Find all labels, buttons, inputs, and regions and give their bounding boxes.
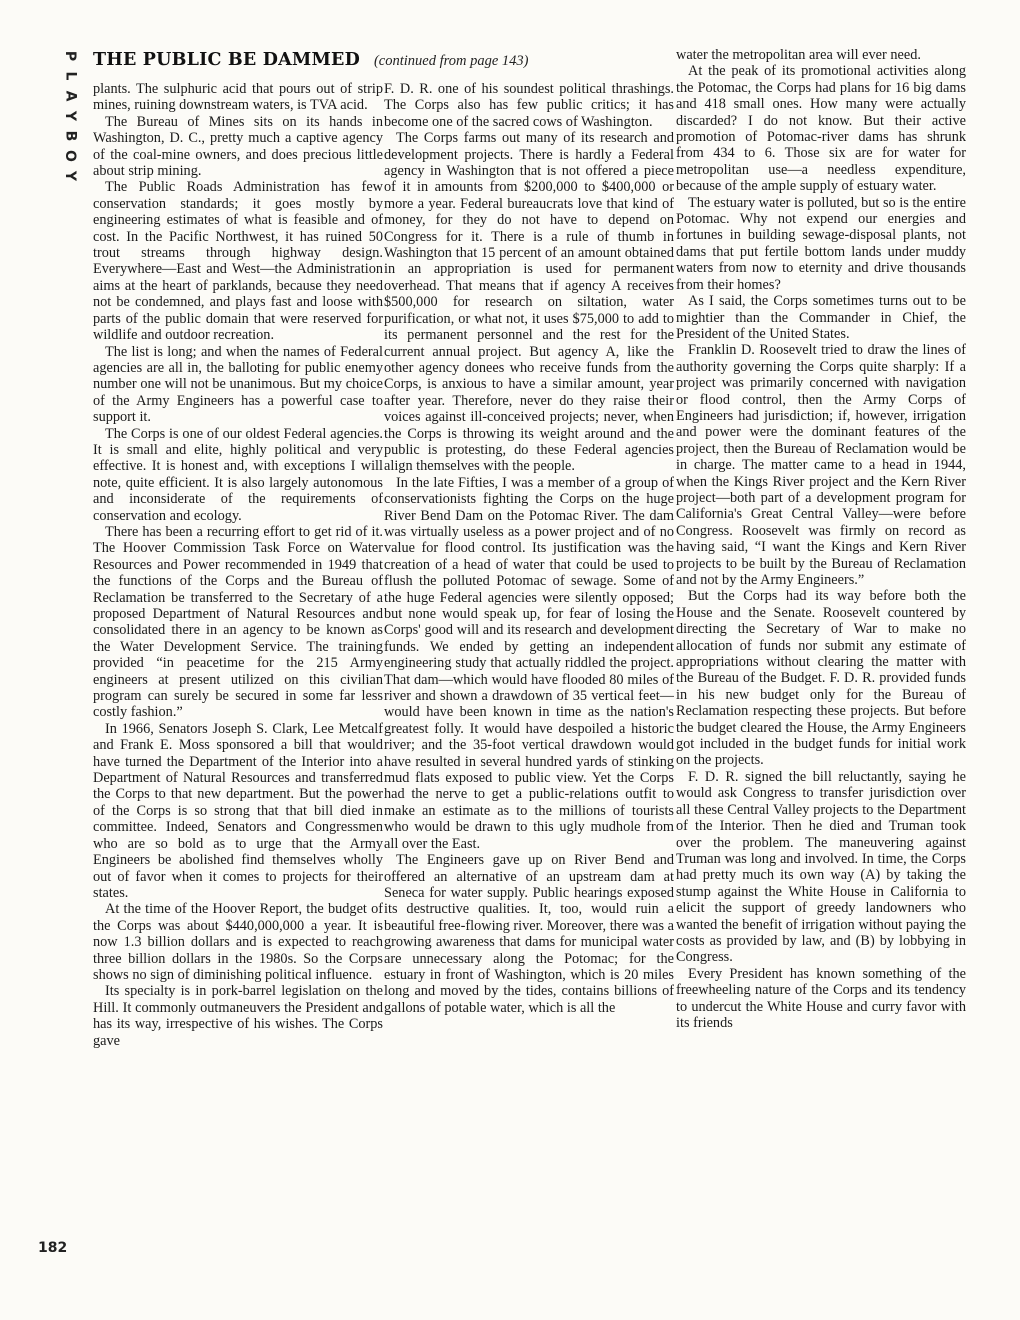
paragraph: The Bureau of Mines sits on its hands in Washington, D. C., pretty much a captive agency of the coal-mine owners, and does precious little about strip mining. (93, 113, 383, 180)
magazine-letter: L (61, 71, 78, 81)
paragraph: But the Corps had its way before both the House and the Senate. Roosevelt countered by directing the Secretary of War to make no allocation of funds nor submit any estimate of appropriations without clearing the matter with the Bureau of the Budget. F. D. R. provided funds in his new budget only for the Bureau of Reclamation respecting these projects. But before the budget cleared the House, the Army Engineers got included in the budget funds for initial work on the projects. (676, 588, 966, 769)
paragraph: In the late Fifties, I was a member of a group of conservationists fighting the Corps on the huge River Bend Dam on the Potomac River. The dam was virtually useless as a power project and of no value for flood control. Its justification was the creation of a head of water that could be used to flush the polluted Potomac of sewage. Some of the huge Federal agencies were silently opposed; but none would speak up, for fear of losing the Corps' good will and its research and development funds. We ended by getting an independent engineering study that actually riddled the project. That dam—which would have flooded 80 miles of river and shown a drawdown of 35 vertical feet—would have been known in time as the nation's greatest folly. It would have despoiled a historic river; and the 35-foot vertical drawdown would have resulted in several hundred yards of stinking mud flats exposed to public view. Yet the Corps had the nerve to get a public-relations outfit to make an estimate as to the millions of tourists who would be drawn to this ugly mudhole from all over the East. (384, 474, 674, 852)
page-number: 182 (38, 1240, 68, 1256)
paragraph: The list is long; and when the names of Federal agencies are all in, the balloting for public enemy number one will not be unanimous. But my choice of the Army Engineers has a powerful case to support it. (93, 343, 383, 426)
paragraph: The Engineers gave up on River Bend and offered an alternative of an upstream dam at Seneca for water supply. Public hearings exposed its destructive qualities. It, too, would ruin a beautiful free-flowing river. Moreover, there was a growing awareness that dams for municipal water are unnecessary along the Potomac; for the estuary in front of Washington, which is 20 miles long and moved by the tides, contains billions of gallons of potable water, which is all the (384, 852, 674, 1016)
paragraph: Franklin D. Roosevelt tried to draw the lines of authority governing the Corps quite sharply: If a project was primarily concerned with navigation or flood control, then the Army Corps of Engineers had jurisdiction; if, however, irrigation and power were the dominant features of the project, then the Bureau of Reclamation would be in charge. The matter came to a head in 1944, when the Kings River project and the Kern River project—both part of a development program for California's Great Central Valley—were before Congress. Roosevelt was firmly on record as having said, “I want the Kings and Kern River projects to be built by the Bureau of Reclamation and not by the Army Engineers.” (676, 342, 966, 588)
paragraph: F. D. R. one of his soundest political thrashings. The Corps also has few public critics; it has become one of the sacred cows of Washington. (384, 81, 674, 130)
article-header (93, 50, 563, 70)
magazine-letter: Y (61, 170, 78, 182)
continued-note: (continued from page 143) (373, 53, 529, 69)
article-title: THE PUBLIC BE DAMMED (93, 50, 360, 70)
paragraph: F. D. R. signed the bill reluctantly, saying he would ask Congress to transfer jurisdiction over all these Central Valley projects to the Department of the Interior. Then he died and Truman took over the problem. The maneuvering against Truman was long and involved. In time, the Corps had pretty much its own way (A) by taking the stump against the White House in California to elicit the support of greedy landowners who wanted the benefit of irrigation without paying the costs as provided by law, and (B) by lobbying in Congress. (676, 768, 966, 966)
paragraph: plants. The sulphuric acid that pours out of strip mines, ruining downstream waters, is TVA acid. (93, 81, 383, 114)
magazine-letter: P (61, 50, 78, 62)
text-column-1 (93, 81, 383, 1251)
paragraph: The estuary water is polluted, but so is the entire Potomac. Why not expend our energies and fortunes in building sewage-disposal plants, not dams that put fertile bottom lands under muddy waters from now to eternity and drive thousands from their homes? (676, 194, 966, 293)
paragraph: In 1966, Senators Joseph S. Clark, Lee Metcalf and Frank E. Moss sponsored a bill that would have turned the Department of the Interior into a Department of Natural Resources and transferred the Corps to that new department. But the power of the Corps is so strong that that bill died in committee. Indeed, Senators and Congressmen who are so bold as to urge that the Army Engineers be abolished find themselves wholly out of favor when it comes to projects for their states. (93, 720, 383, 901)
paragraph: At the peak of its promotional activities along the Potomac, the Corps had plans for 16 big dams and 418 small ones. How many were actually discarded? I do not know. But their active promotion of Potomac-river dams has shrunk from 434 to 6. Those six are for water for metropolitan use—a needless expenditure, because of the ample supply of estuary water. (676, 63, 966, 195)
magazine-letter: Y (61, 110, 78, 122)
magazine-letter: B (61, 130, 78, 142)
paragraph: As I said, the Corps sometimes turns out to be mightier than the Commander in Chief, the President of the United States. (676, 293, 966, 342)
magazine-letter: A (62, 90, 78, 102)
paragraph: The Corps farms out many of its research and development projects. There is hardly a Federal agency in Washington that is not offered a piece of it in amounts from $200,000 to $400,000 or more a year. Federal bureaucrats love that kind of money, for they do not have to depend on Congress for it. There is a rule of thumb in Washington that 15 percent of an amount obtained in an appropriation is used for permanent overhead. That means that if agency A receives $500,000 for research on siltation, water purification, or what not, it uses $75,000 to add to its permanent personnel and the rest for the current annual project. But agency A, like the other agency donees who receive funds from the Corps, is anxious to have a similar amount, year after year. Therefore, never do they raise their voices against ill-conceived projects; never, when the Corps is throwing its weight around and the public is protesting, do these Federal agencies align themselves with the people. (384, 130, 674, 475)
paragraph: Its specialty is in pork-barrel legislation on the Hill. It commonly outmaneuvers the President and has its way, irrespective of his wishes. The Corps gave (93, 983, 383, 1049)
magazine-name-vertical (58, 46, 76, 186)
magazine-letter: O (62, 150, 78, 162)
paragraph: water the metropolitan area will ever need. (676, 47, 921, 63)
paragraph: There has been a recurring effort to get rid of it. The Hoover Commission Task Force on Water Resources and Power recommended in 1949 that the functions of the Corps and the Bureau of Reclamation be transferred to the Secretary of a proposed Department of Natural Resources and consolidated there in an agency to be known as the Water Development Service. The training provided “in peacetime for the 215 Army engineers at present utilized on this civilian program can surely be secured in some far less costly fashion.” (93, 523, 383, 721)
paragraph: The Corps is one of our oldest Federal agencies. It is small and elite, highly political and very effective. It is honest and, with exceptions I will note, quite efficient. It is also largely autonomous and inconsiderate of the requirements of conservation and ecology. (93, 425, 383, 524)
paragraph: The Public Roads Administration has few conservation standards; it goes mostly by engineering estimates of what is feasible and of cost. In the Pacific Northwest, it has ruined 50 trout streams through highway design. Everywhere—East and West—the Administration aims at the heart of parklands, because they need not be condemned, and plays fast and loose with parts of the public domain that were reserved for wildlife and outdoor recreation. (93, 179, 383, 344)
paragraph: At the time of the Hoover Report, the budget of the Corps was about $440,000,000 a year. It is now 1.3 billion dollars and is expected to reach three billion dollars in the 1980s. So the Corps shows no sign of diminishing political influence. (93, 901, 383, 983)
paragraph: Every President has known something of the freewheeling nature of the Corps and its tendency to undercut the White House and curry favor with its friends (676, 965, 966, 1031)
text-column-3 (676, 47, 966, 1251)
text-column-2 (384, 81, 674, 1251)
